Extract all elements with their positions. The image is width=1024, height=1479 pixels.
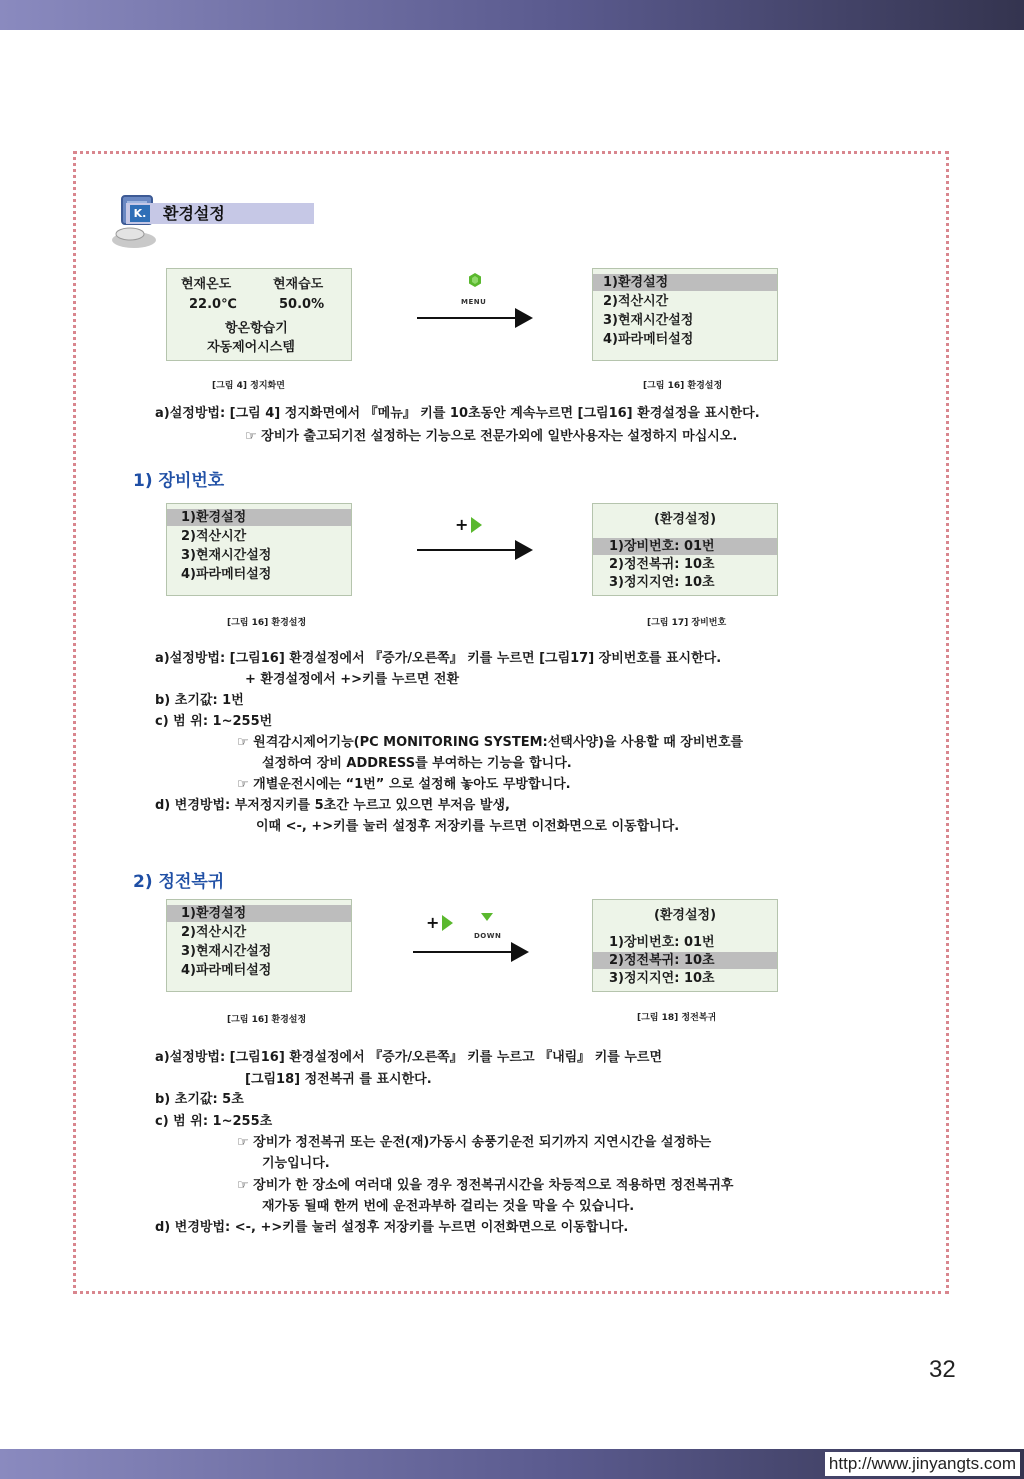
lcd-menu-item-2: 2)적산시간 <box>181 925 247 940</box>
caption-fig16: [그림 16] 환경설정 <box>227 618 307 628</box>
lcd-line-4: 자동제어시스템 <box>207 340 295 355</box>
fig1-note: ☞ 장비가 출고되기전 설정하는 기능으로 전문가외에 일반사용자는 설정하지 마십시오. <box>245 429 738 444</box>
footer-url: http://www.jinyangts.com <box>825 1452 1020 1476</box>
s2-note-1: ☞ 장비가 정전복귀 또는 운전(재)가동시 송풍기운전 되기까지 지연시간을 설정하는 <box>237 1135 712 1150</box>
caption-fig16: [그림 16] 환경설정 <box>227 1015 307 1025</box>
lcd-env-menu-s2 <box>166 899 352 992</box>
fig1-description: a)설정방법: [그림 4] 정지화면에서 『메뉴』 키를 10초동안 계속누르면 [그림16] 환경설정을 표시한다. <box>155 406 760 421</box>
lcd-env-menu <box>592 268 778 361</box>
s1-note-1: ☞ 원격감시제어기능(PC MONITORING SYSTEM:선택사양)을 사용할 때 장비번호를 <box>237 735 744 750</box>
lcd-row-stop-delay: 3)정지지연: 10초 <box>609 575 715 590</box>
lcd-row-power-recovery: 2)정전복귀: 10초 <box>609 557 715 572</box>
down-key-label: DOWN <box>474 932 502 940</box>
lcd-row-power-recovery: 2)정전복귀: 10초 <box>593 952 777 969</box>
lcd-value-humid: 50.0% <box>279 297 325 312</box>
arrow-head <box>511 942 529 962</box>
s1-line-d2: 이때 <-, +>키를 눌러 설정후 저장키를 누르면 이전화면으로 이동합니다. <box>256 819 680 834</box>
page-number: 32 <box>929 1356 956 1383</box>
menu-key-icon <box>469 273 481 287</box>
lcd-title: (환경설정) <box>653 512 717 527</box>
right-key-icon <box>442 915 453 931</box>
section-title: 환경설정 <box>163 204 225 223</box>
lcd-env-menu-s1 <box>166 503 352 596</box>
s1-line-d: d) 변경방법: 부저정지키를 5초간 누르고 있으면 부저음 발생, <box>155 798 510 813</box>
s2-note-1b: 기능입니다. <box>262 1156 330 1171</box>
s1-line-a2: + 환경설정에서 +>키를 누르면 전환 <box>245 672 460 687</box>
caption-fig18: [그림 18] 정전복귀 <box>637 1013 717 1023</box>
arrow-head <box>515 540 533 560</box>
lcd-stop-screen <box>166 268 352 361</box>
s2-line-a: a)설정방법: [그림16] 환경설정에서 『증가/오른쪽』 키를 누르고 『내림』 키를 누르면 <box>155 1050 663 1065</box>
lcd-menu-item-3: 3)현재시간설정 <box>603 313 694 328</box>
lcd-title: (환경설정) <box>653 908 717 923</box>
arrow-line <box>413 951 513 953</box>
lcd-menu-item-1: 1)환경설정 <box>167 905 351 922</box>
arrow-line <box>417 549 517 551</box>
section-header <box>126 203 314 224</box>
lcd-menu-item-4: 4)파라메터설정 <box>181 567 272 582</box>
lcd-menu-item-1: 1)환경설정 <box>593 274 777 291</box>
lcd-menu-item-3: 3)현재시간설정 <box>181 548 272 563</box>
s2-line-c: c) 범 위: 1~255초 <box>155 1114 273 1129</box>
s1-line-b: b) 초기값: 1번 <box>155 693 244 708</box>
lcd-power-recovery <box>592 899 778 992</box>
plus-key-label: + <box>455 515 469 534</box>
arrow-line <box>417 317 517 319</box>
s1-note-1b: 설정하여 장비 ADDRESS를 부여하는 기능을 합니다. <box>262 756 572 771</box>
subsection-title-2: 2) 정전복귀 <box>133 872 225 892</box>
caption-fig17: [그림 17] 장비번호 <box>647 618 727 628</box>
lcd-menu-item-2: 2)적산시간 <box>181 529 247 544</box>
s2-note-2: ☞ 장비가 한 장소에 여러대 있을 경우 정전복귀시간을 차등적으로 적용하면 정전복귀후 <box>237 1178 734 1193</box>
s1-line-c: c) 범 위: 1~255번 <box>155 714 273 729</box>
right-key-icon <box>471 517 482 533</box>
lcd-line-3: 항온항습기 <box>225 321 288 336</box>
plus-key-label: + <box>426 913 440 932</box>
s2-line-b: b) 초기값: 5초 <box>155 1092 244 1107</box>
lcd-menu-item-4: 4)파라메터설정 <box>181 963 272 978</box>
lcd-menu-item-1: 1)환경설정 <box>167 509 351 526</box>
top-banner <box>0 0 1024 30</box>
lcd-menu-item-2: 2)적산시간 <box>603 294 669 309</box>
lcd-row-stop-delay: 3)정지지연: 10초 <box>609 971 715 986</box>
s1-line-a: a)설정방법: [그림16] 환경설정에서 『증가/오른쪽』 키를 누르면 [그림17] 장비번호를 표시한다. <box>155 651 722 666</box>
lcd-row-device-number: 1)장비번호: 01번 <box>609 935 715 950</box>
menu-key-label: MENU <box>461 298 487 306</box>
lcd-label-humid: 현재습도 <box>273 277 324 292</box>
s2-line-a2: [그림18] 정전복귀 를 표시한다. <box>245 1072 432 1087</box>
caption-fig16: [그림 16] 환경설정 <box>643 381 723 391</box>
lcd-row-device-number: 1)장비번호: 01번 <box>593 538 777 555</box>
s1-note-2: ☞ 개별운전시에는 “1번” 으로 설정해 놓아도 무방합니다. <box>237 777 571 792</box>
s2-note-2b: 재가동 될때 한꺼 번에 운전과부하 걸리는 것을 막을 수 있습니다. <box>262 1199 635 1214</box>
s2-line-d: d) 변경방법: <-, +>키를 눌러 설정후 저장키를 누르면 이전화면으로 이동합니다. <box>155 1220 629 1235</box>
lcd-value-temp: 22.0℃ <box>189 297 237 312</box>
section-letter: K. <box>130 205 150 222</box>
down-key-icon <box>481 913 493 921</box>
arrow-head <box>515 308 533 328</box>
lcd-device-number <box>592 503 778 596</box>
lcd-menu-item-3: 3)현재시간설정 <box>181 944 272 959</box>
subsection-title-1: 1) 장비번호 <box>133 471 225 491</box>
lcd-label-temp: 현재온도 <box>181 277 232 292</box>
caption-fig4: [그림 4] 정지화면 <box>212 381 285 391</box>
lcd-menu-item-4: 4)파라메터설정 <box>603 332 694 347</box>
